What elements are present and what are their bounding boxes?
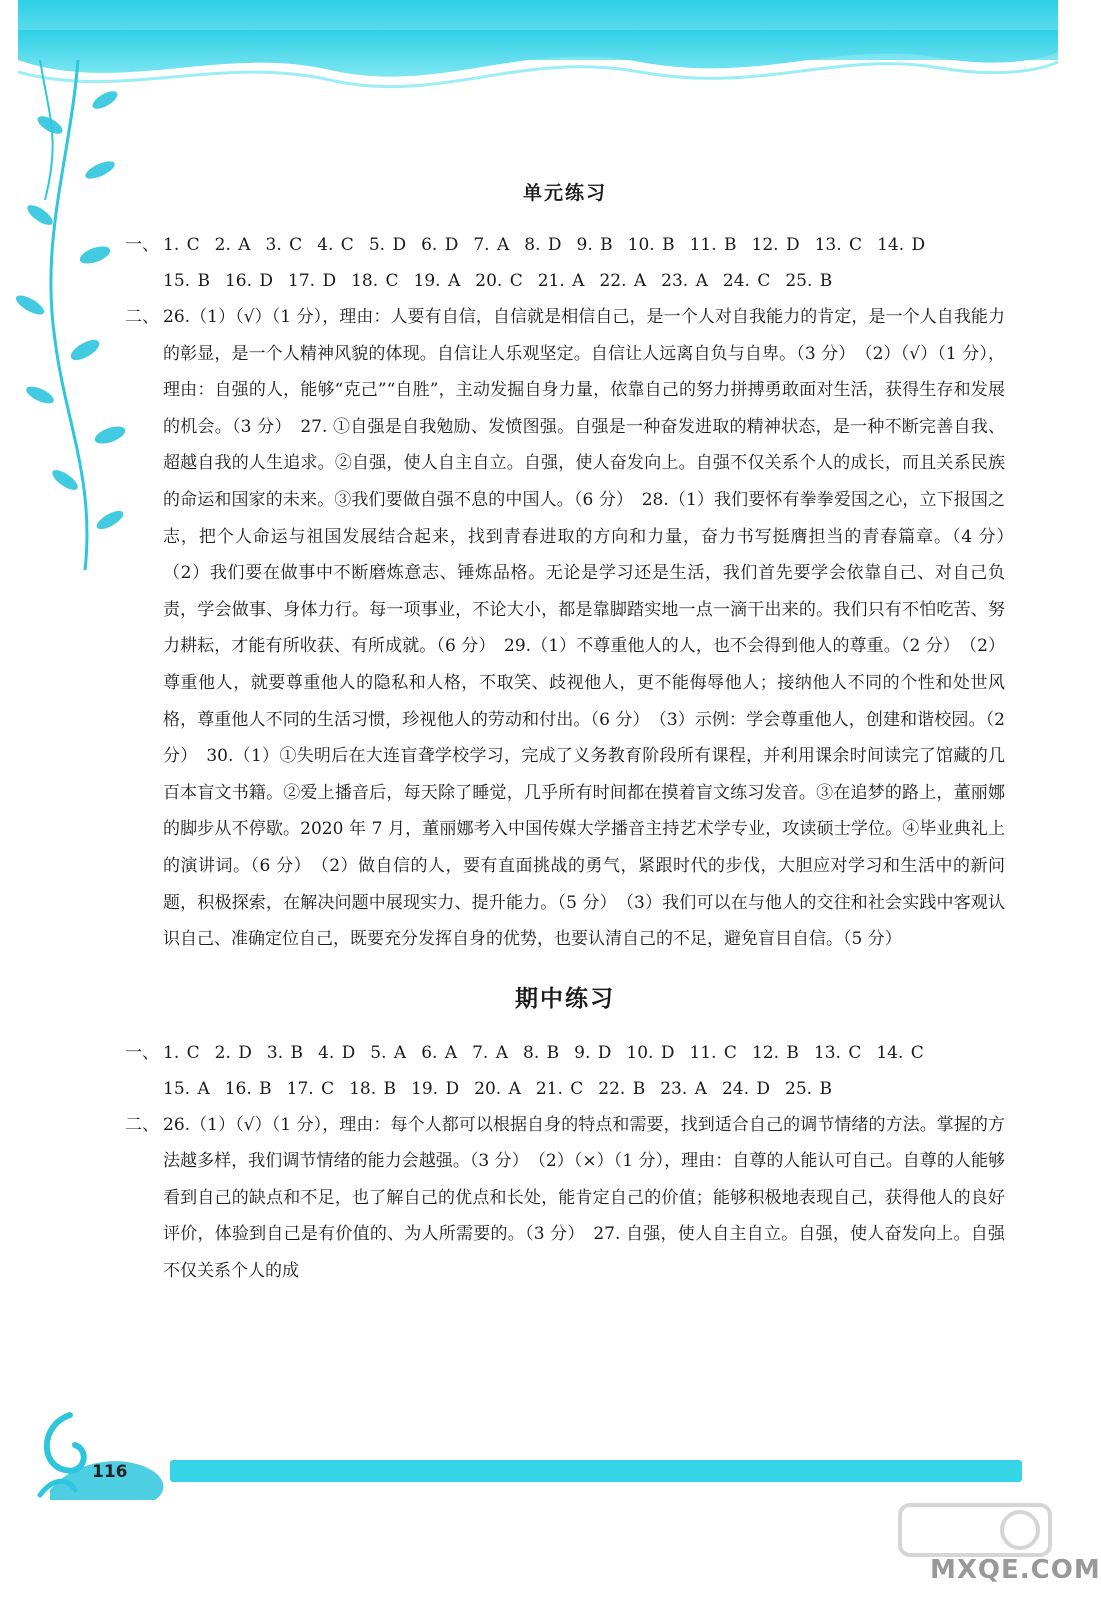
choice-row-2 — [163, 1071, 1005, 1107]
choice-item: 23. A — [661, 271, 708, 291]
choice-item: 23. A — [660, 1078, 707, 1099]
choice-item: 14. D — [877, 235, 926, 255]
header-wave-band — [0, 0, 1075, 110]
answer-content — [125, 178, 1022, 1290]
choice-item: 19. D — [411, 1078, 460, 1099]
choice-item: 18. C — [351, 271, 399, 291]
essay-answers-midterm — [125, 1107, 1005, 1290]
choice-item: 5. D — [368, 235, 407, 255]
choice-item: 25. B — [785, 1078, 832, 1099]
choice-item: 16. B — [224, 1078, 272, 1099]
choice-item: 13. C — [814, 235, 863, 255]
choice-item: 20. A — [474, 1078, 521, 1099]
choice-item: 21. A — [537, 271, 585, 291]
choice-item: 6. D — [421, 235, 459, 255]
section-title-unit: 单元练习 — [522, 182, 607, 204]
choice-row-1 — [163, 227, 1005, 263]
choice-item: 7. A — [473, 235, 510, 255]
essay-text: 26.（1）（√）（1 分），理由：每个人都可以根据自身的特点和需要，找到适合自己的调节情绪的方法。掌握的方法越多样，我们调节情绪的能力会越强。（3 分） （2）（×）（1 分），理由：自尊的人能认可自己。自尊的人能够看到自己的缺点和不足，也了解自己的优点和长处，能肯定自己的价值；能够积极地表现自己，获得他人的良好评价，体验到自己是有价值的、为人所需要的。（3 分） 27. 自强，使人自主自立。自强，使人奋发向上。自强不仅关系个人的成 — [163, 1114, 1005, 1282]
choice-item: 12. B — [751, 1042, 799, 1063]
choice-item: 10. B — [627, 235, 675, 255]
choice-item: 2. D — [214, 1042, 252, 1063]
choice-row-1 — [163, 1035, 1005, 1071]
choice-item: 1. C — [163, 235, 200, 255]
choice-item: 20. C — [475, 271, 523, 291]
essay-answers-unit — [125, 299, 1022, 958]
choice-item: 18. B — [349, 1078, 397, 1099]
choice-item: 5. A — [370, 1042, 407, 1063]
choice-item: 8. D — [524, 235, 562, 255]
choice-item: 14. C — [876, 1042, 924, 1063]
choice-item: 11. C — [689, 1042, 737, 1063]
choice-item: 8. B — [523, 1042, 560, 1063]
watermark-text: MXQE.COM — [930, 1555, 1101, 1585]
question-lead: 一、 — [125, 1042, 159, 1063]
choice-item: 24. C — [722, 271, 771, 291]
choice-item: 9. D — [574, 1042, 612, 1063]
essay-text: 26.（1）（√）（1 分），理由：人要有自信，自信就是相信自己，是一个人对自我能力的肯定，是一个人自我能力的彰显，是一个人精神风貌的体现。自信让人乐观坚定。自信让人远离自负与自卑。（3 分） （2）（√）（1 分），理由：自强的人，能够“克己”“自胜”，主动发掘自身力量，依靠自己的努力拼搏勇敢面对生活，获得生存和发展的机会。（3 分） 27. ①自强是自我勉励、发愤图强。自强是一种奋发进取的精神状态，是一种不断完善自我、超越自我的人生追求。②自强，使人自主自立。自强，使人奋发向上。自强不仅关系个人的成长，而且关系民族的命运和国家的未来。③我们要做自强不息的中国人。（6 分） 28.（1）我们要怀有拳拳爱国之心，立下报国之志，把个人命运与祖国发展结合起来，找到青春进取的方向和力量，奋力书写挺膺担当的青春篇章。（4 分） （2）我们要在做事中不断磨炼意志、锤炼品格。无论是学习还是生活，我们首先要学会依靠自己、对自己负责，学会做事、身体力行。每一项事业，不论大小，都是靠脚踏实地一点一滴干出来的。我们只有不怕吃苦、努力耕耘，才能有所收获、有所成就。（6 分） 29.（1）不尊重他人的人，也不会得到他人的尊重。（2 分） （2）尊重他人，就要尊重他人的隐私和人格，不取笑、歧视他人，更不能侮辱他人；接纳他人不同的个性和处世风格，尊重他人不同的生活习惯，珍视他人的劳动和付出。（6 分） （3）示例：学会尊重他人，创建和谐校园。（2 分） 30.（1）①失明后在大连盲聋学校学习，完成了义务教育阶段所有课程，并利用课余时间读完了馆藏的几百本盲文书籍。②爱上播音后，每天除了睡觉，几乎所有时间都在摸着盲文练习发音。③在追梦的路上，董丽娜的脚步从不停歇。2020 年 7 月，董丽娜考入中国传媒大学播音主持艺术学专业，攻读硕士学位。④毕业典礼上的演讲词。（6 分） （2）做自信的人，要有直面挑战的勇气，紧跟时代的步伐，大胆应对学习和生活中的新问题，积极探索，在解决问题中展现实力、提升能力。（5 分） （3）我们可以在与他人的交往和社会实践中客观认识自己、准确定位自己，既要充分发挥自身的优势，也要认清自己的不足，避免盲目自信。（5 分） — [163, 307, 1022, 950]
corner-swirl-decoration — [30, 1395, 180, 1505]
choice-item: 22. A — [599, 271, 647, 291]
choice-item: 17. D — [288, 271, 337, 291]
choice-item: 11. B — [689, 235, 737, 255]
choice-item: 4. D — [318, 1042, 356, 1063]
choice-item: 21. C — [535, 1078, 584, 1099]
page-number: 116 — [92, 1462, 128, 1482]
choice-item: 13. C — [813, 1042, 862, 1063]
choice-item: 2. A — [214, 235, 251, 255]
question-lead: 一、 — [125, 235, 159, 255]
choice-item: 25. B — [785, 271, 833, 291]
choice-item: 3. B — [266, 1042, 304, 1063]
question-lead: 二、 — [125, 307, 159, 327]
choice-item: 16. D — [224, 271, 274, 291]
choice-answers-unit — [125, 227, 1005, 299]
choice-item: 3. C — [265, 235, 303, 255]
choice-item: 17. C — [286, 1078, 335, 1099]
choice-item: 15. B — [163, 271, 210, 291]
choice-row-2 — [163, 263, 1005, 299]
choice-item: 7. A — [472, 1042, 509, 1063]
choice-item: 9. B — [576, 235, 613, 255]
choice-item: 4. C — [317, 235, 354, 255]
choice-item: 19. A — [413, 271, 461, 291]
footer-bar — [170, 1460, 1022, 1482]
choice-item: 24. D — [721, 1078, 771, 1099]
choice-item: 12. D — [751, 235, 800, 255]
choice-item: 22. B — [598, 1078, 646, 1099]
choice-item: 15. A — [163, 1078, 210, 1099]
choice-item: 10. D — [626, 1042, 675, 1063]
question-lead: 二、 — [125, 1114, 159, 1135]
section-title-midterm: 期中练习 — [515, 985, 615, 1012]
choice-answers-midterm — [125, 1035, 1005, 1107]
choice-item: 6. A — [421, 1042, 458, 1063]
choice-item: 1. C — [163, 1042, 200, 1063]
